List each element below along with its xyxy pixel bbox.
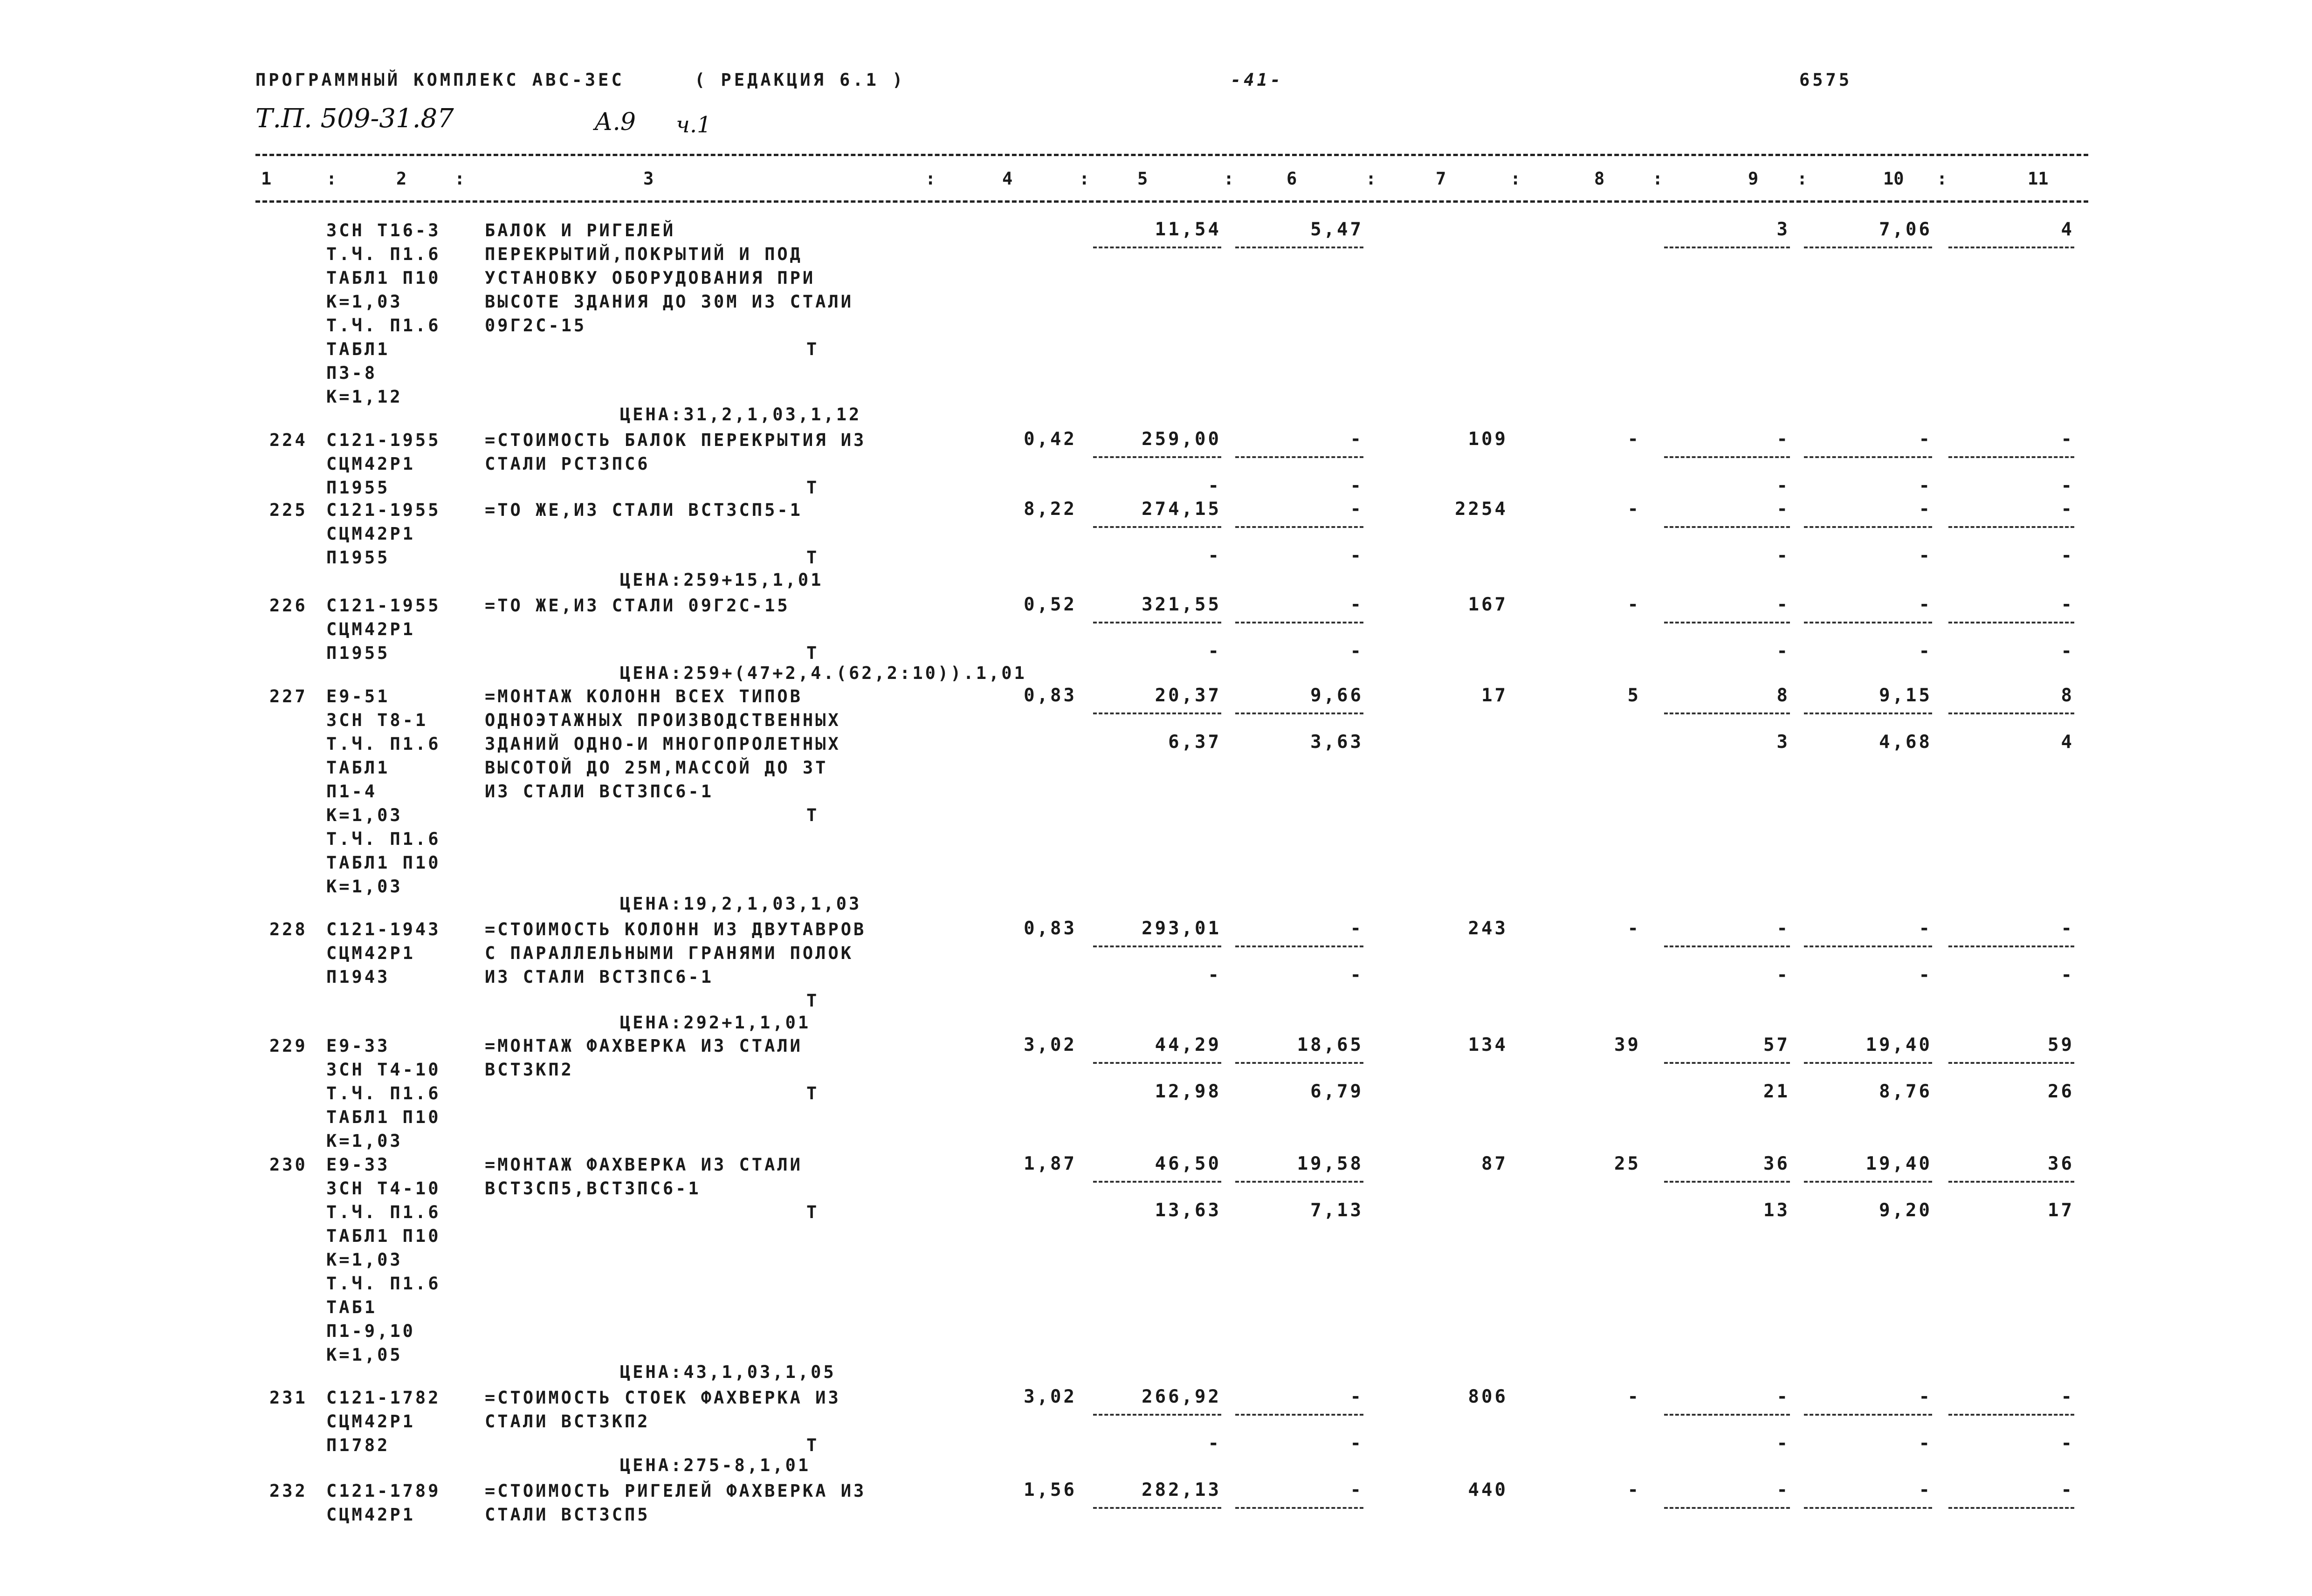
column-separator: : (1079, 169, 1090, 189)
quantity-value: 1,56 (1024, 1480, 1077, 1500)
norm-code: СЦМ42Р1 (326, 943, 415, 963)
work-description: СТАЛИ РСТ3ПС6 (485, 454, 650, 474)
subtotal-dash-line (1235, 247, 1363, 248)
work-description: ИЗ СТАЛИ ВСТ3ПС6-1 (485, 967, 714, 987)
column-header-9: 9 (1748, 169, 1759, 189)
wage-sub-value: - (1350, 965, 1363, 986)
cost-sub-value: 13,63 (1155, 1200, 1221, 1221)
norm-code: П1782 (326, 1435, 390, 1455)
subtotal-dash-line (1235, 456, 1363, 458)
column-header-1: 1 (261, 169, 272, 189)
work-description: 09Г2С-15 (485, 315, 587, 336)
norm-code: Е9-33 (326, 1036, 390, 1056)
subtotal-dash-line (1235, 712, 1363, 714)
labor-sub-value: - (2061, 965, 2074, 986)
row-number: 228 (269, 919, 308, 939)
top-rule (255, 154, 2088, 156)
subtotal-dash-line (1093, 526, 1221, 528)
norm-code: Т.Ч. П1.6 (326, 244, 441, 264)
wage-amount-value: - (1627, 1480, 1641, 1500)
norm-code: П1-4 (326, 781, 378, 801)
wage-sub-value: 6,79 (1310, 1081, 1363, 1102)
norm-code: С121-1955 (326, 500, 441, 520)
wage-amount-value: - (1627, 1386, 1641, 1407)
header-bottom-rule (255, 200, 2088, 203)
subtotal-dash-line (1664, 526, 1790, 528)
page-number: -41- (1231, 70, 1284, 90)
work-description: ВЫСОТЕ ЗДАНИЯ ДО 30М ИЗ СТАЛИ (485, 292, 854, 312)
total-amount-value: 167 (1468, 594, 1508, 615)
subtotal-dash-line (1235, 1062, 1363, 1064)
machine-amount-value: 8 (1776, 685, 1790, 706)
unit-label: Т (806, 991, 819, 1011)
machine-amount-value: - (1776, 1480, 1790, 1500)
row-number: 224 (269, 430, 308, 450)
labor-unit-value: - (1919, 499, 1932, 520)
subtotal-dash-line (1804, 622, 1932, 623)
norm-code: Е9-51 (326, 686, 390, 706)
labor-total-value: - (2061, 918, 2074, 939)
subtotal-dash-line (1235, 1414, 1363, 1416)
norm-code: П1955 (326, 478, 390, 498)
cost-total-value: 44,29 (1155, 1034, 1221, 1055)
machine-sub-value: - (1776, 641, 1790, 662)
subtotal-dash-line (1093, 1181, 1221, 1183)
work-description: =СТОИМОСТЬ БАЛОК ПЕРЕКРЫТИЯ ИЗ (485, 430, 867, 450)
cost-total-value: 293,01 (1142, 918, 1221, 939)
machine-amount-value: - (1776, 594, 1790, 615)
norm-code: ТАБЛ1 П10 (326, 268, 441, 288)
wage-amount-value: - (1627, 429, 1641, 450)
quantity-value: 0,83 (1024, 685, 1077, 706)
wage-amount-value: 5 (1627, 685, 1641, 706)
norm-code: СЦМ42Р1 (326, 619, 415, 639)
subtotal-dash-line (1664, 1062, 1790, 1064)
quantity-value: 0,52 (1024, 594, 1077, 615)
machine-amount-value: - (1776, 499, 1790, 520)
subtotal-dash-line (1093, 456, 1221, 458)
work-description: УСТАНОВКУ ОБОРУДОВАНИЯ ПРИ (485, 268, 816, 288)
quantity-value: 3,02 (1024, 1386, 1077, 1407)
total-amount-value: 2254 (1455, 499, 1508, 520)
cost-total-value: 259,00 (1142, 429, 1221, 450)
price-formula: ЦЕНА:43,1,03,1,05 (620, 1362, 836, 1382)
labor-unit-sub-value: - (1919, 965, 1932, 986)
price-formula: ЦЕНА:31,2,1,03,1,12 (620, 404, 862, 425)
labor-unit-sub-value: - (1919, 475, 1932, 496)
quantity-value: 8,22 (1024, 499, 1077, 520)
norm-code: Т.Ч. П1.6 (326, 829, 441, 849)
column-separator: : (454, 169, 465, 189)
subtotal-dash-line (1804, 1414, 1932, 1416)
labor-sub-value: 26 (2048, 1081, 2074, 1102)
wage-total-value: - (1350, 499, 1363, 520)
norm-code: ЗСН Т8-1 (326, 710, 428, 730)
row-number: 232 (269, 1481, 308, 1501)
machine-amount-value: 57 (1763, 1034, 1790, 1055)
subtotal-dash-line (1948, 945, 2074, 947)
column-header-8: 8 (1594, 169, 1605, 189)
norm-code: ЗСН Т16-3 (326, 220, 441, 240)
labor-unit-value: 7,06 (1879, 219, 1932, 240)
wage-amount-value: - (1627, 918, 1641, 939)
norm-code: П1-9,10 (326, 1321, 415, 1341)
wage-amount-value: 25 (1614, 1153, 1641, 1174)
cost-sub-value: - (1208, 1433, 1221, 1454)
subtotal-dash-line (1804, 1062, 1932, 1064)
column-header-10: 10 (1883, 169, 1904, 189)
column-header-6: 6 (1287, 169, 1297, 189)
norm-code: П1955 (326, 643, 390, 663)
machine-sub-value: - (1776, 1433, 1790, 1454)
subtotal-dash-line (1093, 247, 1221, 248)
subtotal-dash-line (1948, 622, 2074, 623)
column-separator: : (1510, 169, 1521, 189)
price-formula: ЦЕНА:259+(47+2,4.(62,2:10)).1,01 (620, 663, 1027, 683)
unit-label: Т (806, 805, 819, 825)
norm-code: К=1,03 (326, 292, 403, 312)
machine-sub-value: 21 (1763, 1081, 1790, 1102)
norm-code: СЦМ42Р1 (326, 524, 415, 544)
labor-total-value: 36 (2048, 1153, 2074, 1174)
norm-code: Т.Ч. П1.6 (326, 1083, 441, 1103)
labor-unit-value: - (1919, 918, 1932, 939)
labor-unit-sub-value: - (1919, 641, 1932, 662)
machine-sub-value: 3 (1776, 732, 1790, 753)
labor-sub-value: - (2061, 641, 2074, 662)
subtotal-dash-line (1093, 622, 1221, 623)
norm-code: СЦМ42Р1 (326, 454, 415, 474)
norm-code: ТАБЛ1 (326, 339, 390, 359)
norm-code: СЦМ42Р1 (326, 1411, 415, 1432)
labor-sub-value: - (2061, 1433, 2074, 1454)
wage-sub-value: - (1350, 545, 1363, 566)
cost-sub-value: - (1208, 641, 1221, 662)
norm-code: ТАБЛ1 П10 (326, 853, 441, 873)
column-header-11: 11 (2028, 169, 2049, 189)
norm-code: Т.Ч. П1.6 (326, 1202, 441, 1222)
work-description: =СТОИМОСТЬ СТОЕК ФАХВЕРКА ИЗ (485, 1388, 841, 1408)
norm-code: П1955 (326, 548, 390, 568)
program-title: ПРОГРАММНЫЙ КОМПЛЕКС АВС-3ЕС (255, 70, 625, 90)
labor-sub-value: - (2061, 475, 2074, 496)
work-description: =СТОИМОСТЬ КОЛОНН ИЗ ДВУТАВРОВ (485, 919, 867, 939)
norm-code: ТАБЛ1 (326, 758, 390, 778)
work-description: ОДНОЭТАЖНЫХ ПРОИЗВОДСТВЕННЫХ (485, 710, 841, 730)
subtotal-dash-line (1664, 622, 1790, 623)
subtotal-dash-line (1093, 1414, 1221, 1416)
subtotal-dash-line (1804, 712, 1932, 714)
cost-total-value: 20,37 (1155, 685, 1221, 706)
work-description: =СТОИМОСТЬ РИГЕЛЕЙ ФАХВЕРКА ИЗ (485, 1481, 867, 1501)
machine-sub-value: - (1776, 545, 1790, 566)
norm-code: К=1,12 (326, 387, 403, 407)
unit-label: Т (806, 643, 819, 663)
wage-total-value: - (1350, 918, 1363, 939)
subtotal-dash-line (1235, 526, 1363, 528)
norm-code: Т.Ч. П1.6 (326, 1274, 441, 1294)
price-formula: ЦЕНА:19,2,1,03,1,03 (620, 894, 862, 914)
column-header-3: 3 (643, 169, 654, 189)
work-description: ВСТ3СП5,ВСТ3ПС6-1 (485, 1178, 701, 1199)
wage-sub-value: 7,13 (1310, 1200, 1363, 1221)
norm-code: СЦМ42Р1 (326, 1505, 415, 1525)
row-number: 227 (269, 686, 308, 706)
subtotal-dash-line (1948, 247, 2074, 248)
wage-total-value: - (1350, 1480, 1363, 1500)
unit-label: Т (806, 1083, 819, 1103)
wage-sub-value: - (1350, 1433, 1363, 1454)
wage-total-value: 5,47 (1310, 219, 1363, 240)
work-description: СТАЛИ ВСТ3СП5 (485, 1505, 650, 1525)
subtotal-dash-line (1664, 712, 1790, 714)
norm-code: ТАБЛ1 П10 (326, 1226, 441, 1246)
norm-code: С121-1955 (326, 596, 441, 616)
work-description: ВСТ3КП2 (485, 1060, 574, 1080)
wage-total-value: 18,65 (1297, 1034, 1363, 1055)
work-description: =МОНТАЖ КОЛОНН ВСЕХ ТИПОВ (485, 686, 803, 706)
unit-label: Т (806, 1202, 819, 1222)
column-header-4: 4 (1002, 169, 1013, 189)
column-header-2: 2 (396, 169, 407, 189)
column-separator: : (1652, 169, 1663, 189)
wage-amount-value: - (1627, 594, 1641, 615)
machine-amount-value: - (1776, 429, 1790, 450)
subtotal-dash-line (1093, 1062, 1221, 1064)
subtotal-dash-line (1804, 247, 1932, 248)
subtotal-dash-line (1948, 526, 2074, 528)
labor-unit-value: - (1919, 594, 1932, 615)
norm-code: С121-1955 (326, 430, 441, 450)
labor-unit-sub-value: 4,68 (1879, 732, 1932, 753)
labor-total-value: 4 (2061, 219, 2074, 240)
cost-total-value: 274,15 (1142, 499, 1221, 520)
labor-total-value: - (2061, 594, 2074, 615)
labor-total-value: - (2061, 1480, 2074, 1500)
wage-total-value: - (1350, 594, 1363, 615)
row-number: 231 (269, 1388, 308, 1408)
wage-total-value: - (1350, 1386, 1363, 1407)
cost-sub-value: 12,98 (1155, 1081, 1221, 1102)
norm-code: Е9-33 (326, 1155, 390, 1175)
labor-sub-value: 17 (2048, 1200, 2074, 1221)
price-formula: ЦЕНА:292+1,1,01 (620, 1013, 811, 1033)
quantity-value: 0,42 (1024, 429, 1077, 450)
wage-amount-value: 39 (1614, 1034, 1641, 1055)
labor-total-value: 59 (2048, 1034, 2074, 1055)
norm-code: К=1,03 (326, 877, 403, 897)
wage-total-value: 19,58 (1297, 1153, 1363, 1174)
subtotal-dash-line (1664, 1507, 1790, 1509)
work-description: =МОНТАЖ ФАХВЕРКА ИЗ СТАЛИ (485, 1036, 803, 1056)
column-separator: : (326, 169, 337, 189)
subtotal-dash-line (1235, 1181, 1363, 1183)
subtotal-dash-line (1664, 247, 1790, 248)
machine-sub-value: - (1776, 475, 1790, 496)
cost-total-value: 266,92 (1142, 1386, 1221, 1407)
subtotal-dash-line (1093, 945, 1221, 947)
subtotal-dash-line (1235, 622, 1363, 623)
labor-unit-value: - (1919, 1480, 1932, 1500)
wage-total-value: 9,66 (1310, 685, 1363, 706)
norm-code: С121-1782 (326, 1388, 441, 1408)
work-description: ВЫСОТОЙ ДО 25М,МАССОЙ ДО 3Т (485, 758, 828, 778)
row-number: 230 (269, 1155, 308, 1175)
unit-label: Т (806, 548, 819, 568)
subtotal-dash-line (1093, 712, 1221, 714)
machine-sub-value: - (1776, 965, 1790, 986)
quantity-value: 0,83 (1024, 918, 1077, 939)
wage-sub-value: - (1350, 641, 1363, 662)
machine-amount-value: 36 (1763, 1153, 1790, 1174)
subtotal-dash-line (1804, 1507, 1932, 1509)
subtotal-dash-line (1235, 945, 1363, 947)
labor-unit-value: - (1919, 1386, 1932, 1407)
subtotal-dash-line (1804, 526, 1932, 528)
work-description: С ПАРАЛЛЕЛЬНЫМИ ГРАНЯМИ ПОЛОК (485, 943, 854, 963)
subtotal-dash-line (1948, 712, 2074, 714)
cost-sub-value: 6,37 (1168, 732, 1221, 753)
labor-total-value: 8 (2061, 685, 2074, 706)
labor-sub-value: 4 (2061, 732, 2074, 753)
total-amount-value: 17 (1481, 685, 1508, 706)
norm-code: П3-8 (326, 363, 378, 383)
work-description: ИЗ СТАЛИ ВСТ3ПС6-1 (485, 781, 714, 801)
work-description: =ТО ЖЕ,ИЗ СТАЛИ ВСТ3СП5-1 (485, 500, 803, 520)
total-amount-value: 87 (1481, 1153, 1508, 1174)
norm-code: ЗСН Т4-10 (326, 1178, 441, 1199)
work-description: БАЛОК И РИГЕЛЕЙ (485, 220, 676, 240)
quantity-value: 3,02 (1024, 1034, 1077, 1055)
column-separator: : (1937, 169, 1947, 189)
work-description: ЗДАНИЙ ОДНО-И МНОГОПРОЛЕТНЫХ (485, 734, 841, 754)
work-description: =ТО ЖЕ,ИЗ СТАЛИ 09Г2С-15 (485, 596, 790, 616)
machine-amount-value: 3 (1776, 219, 1790, 240)
norm-code: К=1,05 (326, 1345, 403, 1365)
cost-total-value: 321,55 (1142, 594, 1221, 615)
total-amount-value: 440 (1468, 1480, 1508, 1500)
price-formula: ЦЕНА:275-8,1,01 (620, 1455, 811, 1475)
norm-code: К=1,03 (326, 1250, 403, 1270)
labor-unit-value: 9,15 (1879, 685, 1932, 706)
machine-sub-value: 13 (1763, 1200, 1790, 1221)
wage-sub-value: - (1350, 475, 1363, 496)
labor-total-value: - (2061, 429, 2074, 450)
cost-total-value: 11,54 (1155, 219, 1221, 240)
labor-unit-value: 19,40 (1865, 1153, 1932, 1174)
work-description: =МОНТАЖ ФАХВЕРКА ИЗ СТАЛИ (485, 1155, 803, 1175)
handwritten-album: А.9 (594, 108, 636, 136)
wage-amount-value: - (1627, 499, 1641, 520)
cost-total-value: 282,13 (1142, 1480, 1221, 1500)
cost-total-value: 46,50 (1155, 1153, 1221, 1174)
norm-code: К=1,03 (326, 1131, 403, 1151)
cost-sub-value: - (1208, 545, 1221, 566)
row-number: 226 (269, 596, 308, 616)
row-number: 229 (269, 1036, 308, 1056)
norm-code: К=1,03 (326, 805, 403, 825)
subtotal-dash-line (1804, 1181, 1932, 1183)
norm-code: С121-1789 (326, 1481, 441, 1501)
subtotal-dash-line (1948, 1507, 2074, 1509)
labor-unit-sub-value: 9,20 (1879, 1200, 1932, 1221)
column-separator: : (925, 169, 936, 189)
total-amount-value: 806 (1468, 1386, 1508, 1407)
column-separator: : (1797, 169, 1808, 189)
labor-unit-sub-value: 8,76 (1879, 1081, 1932, 1102)
work-description: ПЕРЕКРЫТИЙ,ПОКРЫТИЙ И ПОД (485, 244, 803, 264)
unit-label: Т (806, 1435, 819, 1455)
norm-code: Т.Ч. П1.6 (326, 315, 441, 336)
total-amount-value: 134 (1468, 1034, 1508, 1055)
subtotal-dash-line (1804, 945, 1932, 947)
column-separator: : (1366, 169, 1376, 189)
subtotal-dash-line (1948, 1181, 2074, 1183)
subtotal-dash-line (1948, 1414, 2074, 1416)
subtotal-dash-line (1664, 456, 1790, 458)
price-formula: ЦЕНА:259+15,1,01 (620, 570, 824, 590)
quantity-value: 1,87 (1024, 1153, 1077, 1174)
labor-unit-value: 19,40 (1865, 1034, 1932, 1055)
handwritten-project-number: Т.П. 509-31.87 (255, 103, 454, 134)
column-separator: : (1224, 169, 1234, 189)
total-amount-value: 109 (1468, 429, 1508, 450)
labor-unit-sub-value: - (1919, 545, 1932, 566)
work-description: СТАЛИ ВСТ3КП2 (485, 1411, 650, 1432)
wage-sub-value: 3,63 (1310, 732, 1363, 753)
machine-amount-value: - (1776, 1386, 1790, 1407)
document-code: 6575 (1799, 70, 1852, 90)
machine-amount-value: - (1776, 918, 1790, 939)
subtotal-dash-line (1948, 456, 2074, 458)
labor-unit-value: - (1919, 429, 1932, 450)
cost-sub-value: - (1208, 965, 1221, 986)
norm-code: С121-1943 (326, 919, 441, 939)
norm-code: ЗСН Т4-10 (326, 1060, 441, 1080)
norm-code: ТАБЛ1 П10 (326, 1107, 441, 1127)
row-number: 225 (269, 500, 308, 520)
subtotal-dash-line (1664, 945, 1790, 947)
subtotal-dash-line (1235, 1507, 1363, 1509)
cost-sub-value: - (1208, 475, 1221, 496)
labor-total-value: - (2061, 1386, 2074, 1407)
subtotal-dash-line (1664, 1181, 1790, 1183)
subtotal-dash-line (1664, 1414, 1790, 1416)
column-header-5: 5 (1137, 169, 1148, 189)
labor-sub-value: - (2061, 545, 2074, 566)
edition-label: ( РЕДАКЦИЯ 6.1 ) (695, 70, 906, 90)
total-amount-value: 243 (1468, 918, 1508, 939)
norm-code: П1943 (326, 967, 390, 987)
unit-label: Т (806, 478, 819, 498)
unit-label: Т (806, 339, 819, 359)
handwritten-part: ч.1 (676, 112, 711, 138)
column-header-7: 7 (1436, 169, 1446, 189)
labor-total-value: - (2061, 499, 2074, 520)
norm-code: Т.Ч. П1.6 (326, 734, 441, 754)
norm-code: ТАБ1 (326, 1297, 378, 1317)
wage-total-value: - (1350, 429, 1363, 450)
labor-unit-sub-value: - (1919, 1433, 1932, 1454)
subtotal-dash-line (1804, 456, 1932, 458)
subtotal-dash-line (1093, 1507, 1221, 1509)
subtotal-dash-line (1948, 1062, 2074, 1064)
